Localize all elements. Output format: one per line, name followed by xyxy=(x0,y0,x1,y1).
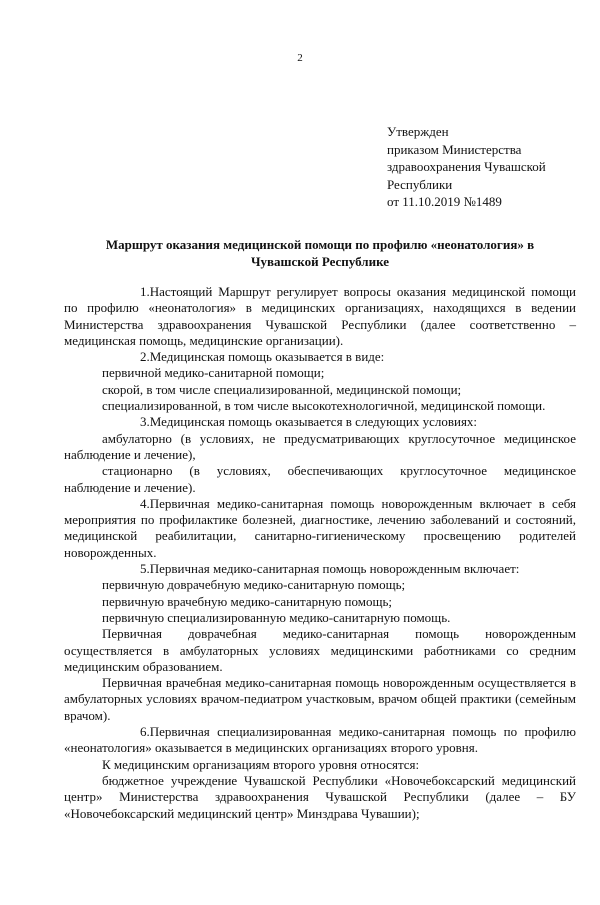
title-line: Чувашской Республике xyxy=(250,254,390,269)
paragraph-number: 6. xyxy=(140,724,150,740)
page-number: 2 xyxy=(297,52,303,64)
paragraph-text: амбулаторно (в условиях, не предусматривающих круглосуточное медицинское наблюдение и лечение), xyxy=(64,430,576,462)
paragraph xyxy=(64,431,576,464)
paragraph-number: 4. xyxy=(140,495,150,511)
approval-line: Республики xyxy=(387,176,453,192)
paragraph xyxy=(64,724,576,757)
title-line: Маршрут оказания медицинской помощи по профилю «неонатология» в xyxy=(105,237,535,252)
paragraph-text: Первичная врачебная медико-санитарная помощь новорожденным осуществляется в амбулаторных условиях врачом-педиатром участковым, врачом общей практики (семейным врачом). xyxy=(64,675,576,723)
approval-block xyxy=(387,123,587,211)
paragraph-text: Первичная медико-санитарная помощь новорожденным включает: xyxy=(149,561,520,577)
paragraph xyxy=(64,773,576,822)
paragraph xyxy=(64,284,576,349)
paragraph-text: первичную доврачебную медико-санитарную помощь; xyxy=(102,577,406,593)
paragraph-text: Медицинская помощь оказывается в следующих условиях: xyxy=(149,414,478,430)
paragraph xyxy=(64,594,576,610)
paragraph xyxy=(64,577,576,593)
paragraph-text: К медицинским организациям второго уровня относятся: xyxy=(102,756,420,772)
paragraph-text: Настоящий Маршрут регулирует вопросы оказания медицинской помощи по профилю «неонатология» в медицинских организациях, находящихся в ведении Министерства здравоохранения Чувашской Республики (далее соответственно – медицинская помощь, медицинские организации). xyxy=(64,284,576,348)
paragraph xyxy=(64,398,576,414)
paragraph xyxy=(64,463,576,496)
paragraph-text: первичной медико-санитарной помощи; xyxy=(102,365,325,381)
paragraph-text: Первичная медико-санитарная помощь новорожденным включает в себя мероприятия по профилактике болезней, диагностике, лечению заболеваний и состояний, медицинской реабилитации, санитарно-гигиеническому просвещению родителей новорожденных. xyxy=(64,495,576,560)
paragraph xyxy=(64,610,576,626)
paragraph-text: бюджетное учреждение Чувашской Республики «Новочебоксарский медицинский центр» Министерства здравоохранения Чувашской Республики (далее – БУ «Новочебоксарский медицинский центр» Минздрава Чувашии); xyxy=(64,772,576,821)
paragraph xyxy=(64,561,576,577)
paragraph-text: стационарно (в условиях, обеспечивающих круглосуточное медицинское наблюдение и лечение). xyxy=(64,463,576,495)
paragraph-text: первичную врачебную медико-санитарную помощь; xyxy=(102,593,393,609)
approval-line: здравоохранения Чувашской xyxy=(387,159,546,174)
approval-line: Утвержден xyxy=(387,124,449,139)
paragraph xyxy=(64,626,576,675)
paragraph xyxy=(64,365,576,381)
approval-line: приказом Министерства xyxy=(387,141,522,157)
paragraph-number: 2. xyxy=(140,349,150,365)
paragraph-text: скорой, в том числе специализированной, медицинской помощи; xyxy=(102,381,462,397)
paragraph-number: 5. xyxy=(140,561,150,577)
paragraph-text: Медицинская помощь оказывается в виде: xyxy=(149,349,385,365)
paragraph-text: Первичная специализированная медико-санитарная помощь по профилю «неонатология» оказывается в медицинских организациях второго уровня. xyxy=(64,724,576,756)
paragraph xyxy=(64,757,576,773)
paragraph xyxy=(64,496,576,561)
paragraph xyxy=(64,414,576,430)
paragraph-text: специализированной, в том числе высокотехнологичной, медицинской помощи. xyxy=(102,398,546,414)
paragraph xyxy=(64,349,576,365)
paragraph xyxy=(64,382,576,398)
paragraph xyxy=(64,675,576,724)
approval-line: от 11.10.2019 №1489 xyxy=(387,194,502,209)
paragraph-number: 1. xyxy=(140,284,150,299)
paragraph-text: первичную специализированную медико-санитарную помощь. xyxy=(102,609,451,625)
document-body xyxy=(64,284,576,822)
paragraph-number: 3. xyxy=(140,414,150,430)
document-title xyxy=(60,236,580,270)
paragraph-text: Первичная доврачебная медико-санитарная помощь новорожденным осуществляется в амбулаторных условиях медицинскими работниками со средним медицинским образованием. xyxy=(64,626,576,674)
